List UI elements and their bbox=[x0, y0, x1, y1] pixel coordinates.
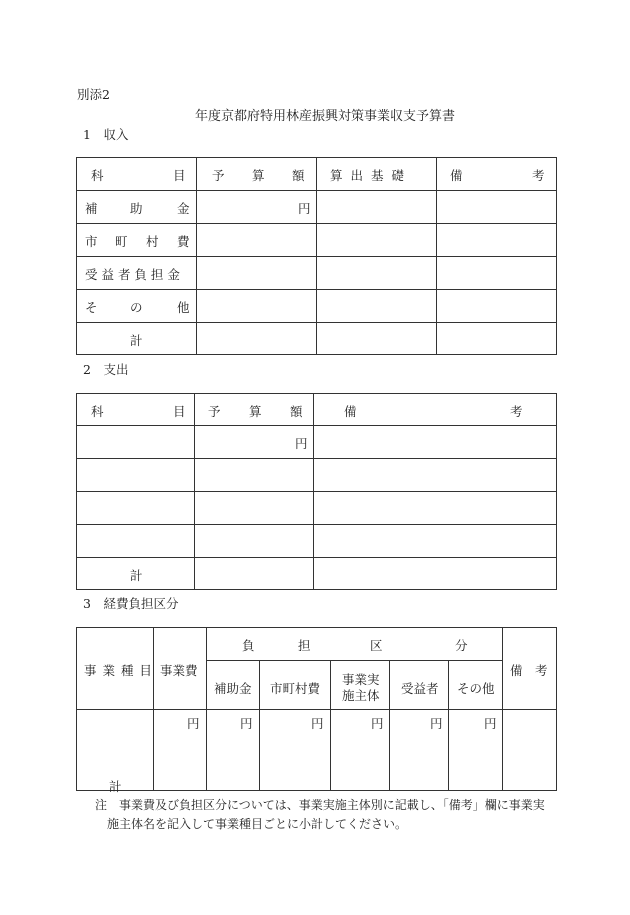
income-row-subsidy-3: 金 bbox=[177, 201, 190, 216]
note-line-1: 注 事業費及び負担区分については、事業実施主体別に記載し、「備考」欄に事業実 bbox=[95, 798, 545, 812]
income-row-other-3: 他 bbox=[177, 300, 190, 315]
burden-unit-cost: 円 bbox=[187, 716, 200, 731]
burden-header-remark: 備 考 bbox=[510, 663, 548, 678]
income-header-basis: 算 出 基 礎 bbox=[330, 168, 406, 183]
expense-section-title: 2 支出 bbox=[83, 362, 129, 377]
income-row-municipal-3: 村 bbox=[146, 234, 159, 249]
income-row-subsidy-unit: 円 bbox=[298, 201, 311, 216]
burden-header-burden-2: 担 bbox=[298, 638, 311, 653]
income-row-subsidy-2: 助 bbox=[130, 201, 143, 216]
expense-header-remark-1: 備 bbox=[344, 404, 357, 419]
burden-header-burden-1: 負 bbox=[242, 638, 255, 653]
expense-header-budget-3: 額 bbox=[290, 404, 303, 419]
burden-header-implementer-1: 事業実 bbox=[342, 672, 380, 687]
expense-row-total: 計 bbox=[130, 568, 143, 583]
attachment-label: 別添2 bbox=[77, 87, 110, 102]
income-row-municipal-4: 費 bbox=[177, 234, 190, 249]
note-line-2: 施主体名を記入して事業種目ごとに小計してください。 bbox=[107, 817, 408, 831]
expense-unit: 円 bbox=[295, 436, 308, 451]
income-header-budget-2: 算 bbox=[252, 168, 265, 183]
income-header-remark-1: 備 bbox=[450, 168, 463, 183]
burden-unit-municipal: 円 bbox=[311, 716, 324, 731]
burden-header-burden-4: 分 bbox=[455, 638, 468, 653]
burden-header-type: 事 業 種 目 bbox=[84, 663, 153, 678]
income-row-beneficiary: 受 益 者 負 担 金 bbox=[85, 267, 180, 282]
burden-header-subsidy: 補助金 bbox=[214, 681, 252, 696]
burden-header-implementer-2: 施主体 bbox=[342, 688, 380, 703]
income-row-municipal-2: 町 bbox=[115, 234, 128, 249]
income-row-other-1: そ bbox=[85, 300, 98, 315]
expense-header-item-2: 目 bbox=[173, 404, 186, 419]
burden-section-title: 3 経費負担区分 bbox=[83, 596, 179, 611]
income-header-budget-1: 予 bbox=[212, 168, 225, 183]
burden-unit-subsidy: 円 bbox=[240, 716, 253, 731]
burden-header-beneficiary: 受益者 bbox=[401, 681, 439, 696]
income-header-budget-3: 額 bbox=[292, 168, 305, 183]
burden-header-municipal: 市町村費 bbox=[270, 681, 321, 696]
income-header-item-1: 科 bbox=[91, 168, 104, 183]
income-row-municipal-1: 市 bbox=[85, 234, 98, 249]
burden-unit-other: 円 bbox=[484, 716, 497, 731]
income-header-remark-2: 考 bbox=[532, 168, 545, 183]
income-header-item-2: 目 bbox=[173, 168, 186, 183]
income-row-subsidy-1: 補 bbox=[85, 201, 98, 216]
burden-header-other: その他 bbox=[457, 681, 495, 696]
expense-header-budget-2: 算 bbox=[249, 404, 262, 419]
income-section-title: 1 収入 bbox=[83, 127, 129, 142]
burden-header-cost: 事業費 bbox=[160, 663, 198, 678]
income-row-other-2: の bbox=[130, 300, 143, 315]
document-title: 年度京都府特用林産振興対策事業収支予算書 bbox=[195, 109, 456, 124]
burden-header-burden-3: 区 bbox=[370, 638, 383, 653]
income-row-total: 計 bbox=[130, 333, 143, 348]
expense-header-remark-2: 考 bbox=[510, 404, 523, 419]
expense-header-item-1: 科 bbox=[91, 404, 104, 419]
burden-unit-implementer: 円 bbox=[371, 716, 384, 731]
expense-header-budget-1: 予 bbox=[208, 404, 221, 419]
burden-unit-beneficiary: 円 bbox=[430, 716, 443, 731]
burden-row-total: 計 bbox=[109, 779, 122, 794]
